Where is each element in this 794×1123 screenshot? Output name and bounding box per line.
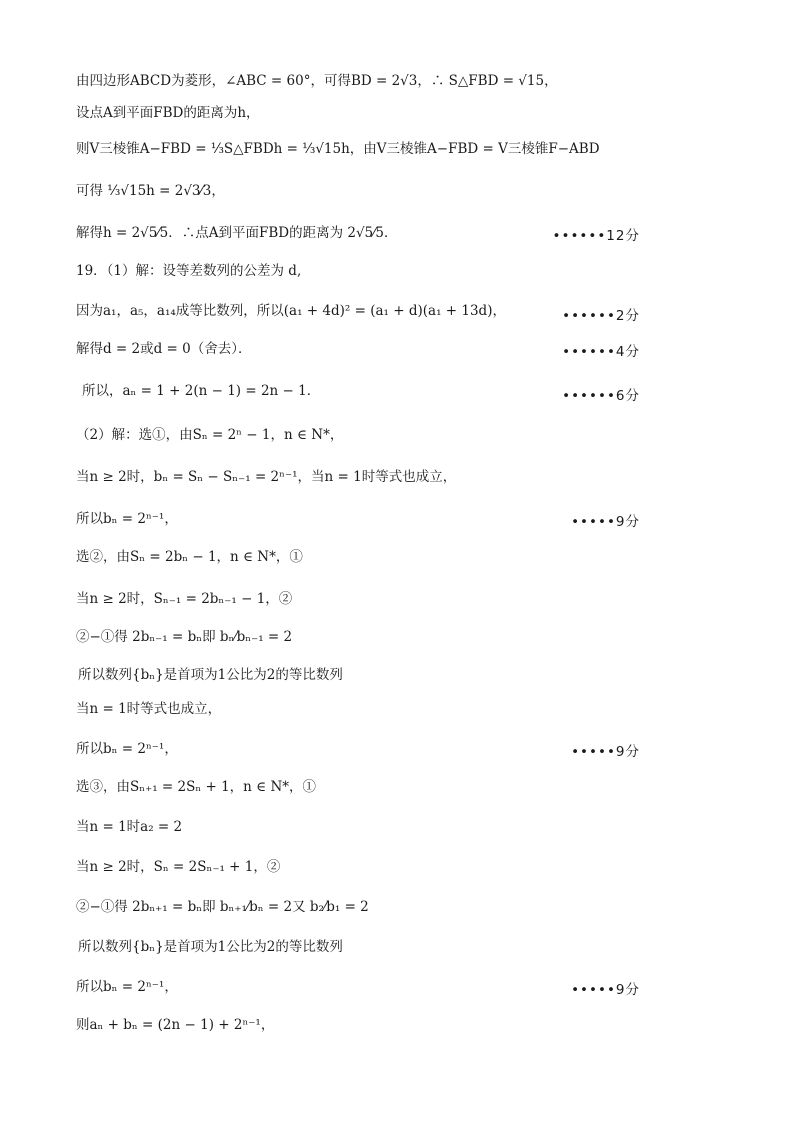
text-line-choice-2: 选②，由Sₙ = 2bₙ − 1，n ∈ N*，① [76, 549, 303, 565]
score-mark-12: ••••••12分 [552, 228, 640, 244]
text-line-solve-d: 解得d = 2或d = 0（舍去）． [76, 341, 252, 357]
text-line-sequence-2: 所以数列{bₙ}是首项为1公比为2的等比数列 [78, 667, 343, 683]
text-line-n1-holds: 当n = 1时等式也成立， [76, 701, 222, 717]
text-line-geometric: 因为a₁，a₅，a₁₄成等比数列，所以(a₁ + 4d)² = (a₁ + d)(a₁ + 13d)， [76, 303, 506, 319]
text-line-sn-3: 当n ≥ 2时，Sₙ = 2Sₙ₋₁ + 1，② [76, 859, 281, 875]
score-mark-9-b: •••••9分 [571, 744, 640, 760]
text-line-a2: 当n = 1时a₂ = 2 [76, 819, 183, 835]
text-line-distance-h: 设点A到平面FBD的距离为h， [76, 105, 260, 121]
text-line-equation: 可得 ⅓√15h = 2√3⁄3， [76, 183, 225, 199]
score-mark-2: ••••••2分 [562, 308, 640, 324]
score-mark-6: ••••••6分 [562, 388, 640, 404]
text-line-bn-derive: 当n ≥ 2时，bₙ = Sₙ − Sₙ₋₁ = 2ⁿ⁻¹，当n = 1时等式也成立， [76, 469, 457, 485]
text-line-bn-result-1: 所以bₙ = 2ⁿ⁻¹， [76, 511, 178, 527]
text-line-bn-result-2: 所以bₙ = 2ⁿ⁻¹， [76, 741, 178, 757]
text-line-sn-minus-1: 当n ≥ 2时，Sₙ₋₁ = 2bₙ₋₁ − 1，② [76, 591, 293, 607]
score-mark-9-c: •••••9分 [571, 982, 640, 998]
text-line-choice-1: （2）解：选①，由Sₙ = 2ⁿ − 1，n ∈ N*， [76, 427, 344, 443]
text-line-choice-3: 选③，由Sₙ₊₁ = 2Sₙ + 1，n ∈ N*，① [76, 779, 317, 795]
text-line-sum: 则aₙ + bₙ = (2n − 1) + 2ⁿ⁻¹， [76, 1017, 275, 1033]
text-line-volume: 则V三棱锥A−FBD = ⅓S△FBDh = ⅓√15h，由V三棱锥A−FBD = V三棱锥F−ABD [76, 141, 600, 157]
text-line-solve-h: 解得h = 2√5⁄5．∴点A到平面FBD的距离为 2√5⁄5． [76, 225, 398, 241]
text-line-bn-result-3: 所以bₙ = 2ⁿ⁻¹， [76, 979, 178, 995]
text-line-subtract-2: ②−①得 2bₙ₋₁ = bₙ即 bₙ⁄bₙ₋₁ = 2 [76, 629, 293, 645]
problem-19-heading: 19．（1）解：设等差数列的公差为 d, [76, 263, 302, 279]
text-line-rhombus: 由四边形ABCD为菱形，∠ABC = 60°，可得BD = 2√3，∴ S△FBD = √15， [76, 73, 558, 89]
text-line-subtract-3: ②−①得 2bₙ₊₁ = bₙ即 bₙ₊₁⁄bₙ = 2又 b₂⁄b₁ = 2 [76, 899, 369, 915]
score-mark-4: ••••••4分 [562, 344, 640, 360]
score-mark-9-a: •••••9分 [571, 514, 640, 530]
text-line-sequence-3: 所以数列{bₙ}是首项为1公比为2的等比数列 [78, 939, 343, 955]
text-line-an: 所以，aₙ = 1 + 2(n − 1) = 2n − 1． [82, 383, 321, 399]
